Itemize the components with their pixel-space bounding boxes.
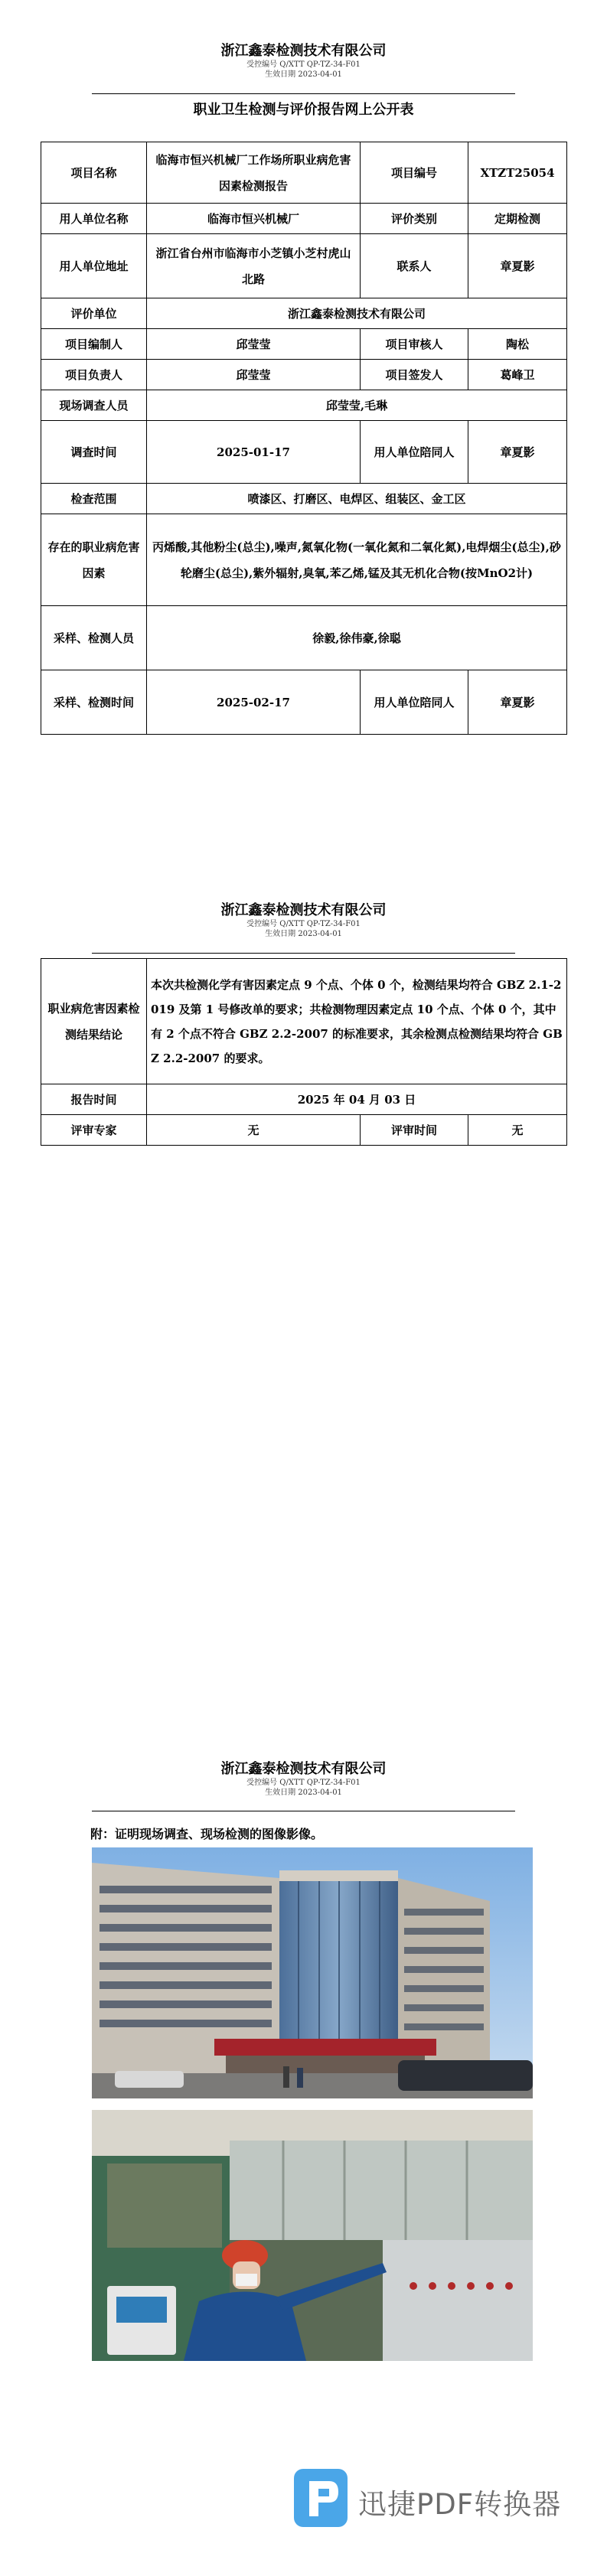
reviewer-value: 陶松 bbox=[468, 329, 567, 360]
address-label: 用人单位地址 bbox=[41, 234, 147, 298]
sampling-escort-value: 章夏影 bbox=[468, 670, 567, 735]
eval-unit-label: 评价单位 bbox=[41, 298, 147, 329]
conclusion-label: 职业病危害因素检测结果结论 bbox=[41, 959, 147, 1084]
disclosure-table bbox=[41, 142, 567, 735]
page2-header bbox=[0, 902, 607, 939]
compiler-label: 项目编制人 bbox=[41, 329, 147, 360]
site-photo-measurement bbox=[92, 2110, 533, 2361]
expert-label: 评审专家 bbox=[41, 1115, 147, 1146]
header-divider bbox=[92, 93, 515, 94]
conclusion-value: 本次共检测化学有害因素定点 9 个点、个体 0 个，检测结果均符合 GBZ 2.1-2019 及第 1 号修改单的要求；共检测物理因素定点 10 个点、个体 0 个，其中有 2 个点不符合 GBZ 2.2-2007 的标准要求，其余检测点检测结果均符合 GBZ 2.2-2007 的要求。 bbox=[147, 959, 567, 1084]
sampling-staff-label: 采样、检测人员 bbox=[41, 606, 147, 670]
survey-escort-label: 用人单位陪同人 bbox=[361, 421, 468, 484]
eval-type-label: 评价类别 bbox=[361, 204, 468, 234]
hazards-label: 存在的职业病危害因素 bbox=[41, 514, 147, 606]
survey-escort-value: 章夏影 bbox=[468, 421, 567, 484]
page1-header bbox=[0, 43, 607, 80]
sampling-staff-value: 徐毅,徐伟豪,徐聪 bbox=[147, 606, 567, 670]
converter-watermark-text: 迅捷PDF转换器 bbox=[358, 2488, 562, 2521]
project-name-label: 项目名称 bbox=[41, 142, 147, 204]
control-number: 受控编号 Q/XTT QP-TZ-34-F01 bbox=[246, 1779, 361, 1787]
project-no-label: 项目编号 bbox=[361, 142, 468, 204]
expert-value: 无 bbox=[147, 1115, 361, 1146]
control-number: 受控编号 Q/XTT QP-TZ-34-F01 bbox=[246, 920, 361, 928]
converter-logo-icon bbox=[291, 2466, 352, 2530]
project-name-value: 临海市恒兴机械厂工作场所职业病危害因素检测报告 bbox=[147, 142, 361, 204]
document-title: 职业卫生检测与评价报告网上公开表 bbox=[193, 102, 414, 118]
compiler-value: 邱莹莹 bbox=[147, 329, 361, 360]
issuer-value: 葛峰卫 bbox=[468, 360, 567, 390]
address-value: 浙江省台州市临海市小芝镇小芝村虎山北路 bbox=[147, 234, 361, 298]
effective-date: 生效日期 2023-04-01 bbox=[265, 70, 342, 79]
eval-unit-value: 浙江鑫泰检测技术有限公司 bbox=[147, 298, 567, 329]
review-time-label: 评审时间 bbox=[361, 1115, 468, 1146]
survey-time-value: 2025-01-17 bbox=[147, 421, 361, 484]
site-investigator-value: 邱莹莹,毛琳 bbox=[147, 390, 567, 421]
eval-type-value: 定期检测 bbox=[468, 204, 567, 234]
contact-label: 联系人 bbox=[361, 234, 468, 298]
control-number: 受控编号 Q/XTT QP-TZ-34-F01 bbox=[246, 60, 361, 69]
hazards-value: 丙烯酸,其他粉尘(总尘),噪声,氮氧化物(一氧化氮和二氧化氮),电焊烟尘(总尘),砂轮磨尘(总尘),紫外辐射,臭氧,苯乙烯,锰及其无机化合物(按MnO2计) bbox=[147, 514, 567, 606]
site-photo-building bbox=[92, 1847, 533, 2098]
company-name: 浙江鑫泰检测技术有限公司 bbox=[220, 902, 387, 918]
sampling-escort-label: 用人单位陪同人 bbox=[361, 670, 468, 735]
reviewer-label: 项目审核人 bbox=[361, 329, 468, 360]
sampling-time-value: 2025-02-17 bbox=[147, 670, 361, 735]
header-divider bbox=[92, 953, 515, 954]
issuer-label: 项目签发人 bbox=[361, 360, 468, 390]
employer-label: 用人单位名称 bbox=[41, 204, 147, 234]
scope-value: 喷漆区、打磨区、电焊区、组装区、金工区 bbox=[147, 484, 567, 514]
employer-value: 临海市恒兴机械厂 bbox=[147, 204, 361, 234]
leader-value: 邱莹莹 bbox=[147, 360, 361, 390]
sampling-time-label: 采样、检测时间 bbox=[41, 670, 147, 735]
converter-watermark bbox=[291, 2466, 566, 2530]
site-investigator-label: 现场调查人员 bbox=[41, 390, 147, 421]
company-name: 浙江鑫泰检测技术有限公司 bbox=[220, 43, 387, 59]
survey-time-label: 调查时间 bbox=[41, 421, 147, 484]
report-time-value: 2025 年 04 月 03 日 bbox=[147, 1084, 567, 1115]
conclusion-table bbox=[41, 958, 567, 1146]
effective-date: 生效日期 2023-04-01 bbox=[265, 1789, 342, 1797]
project-no-value: XTZT25054 bbox=[468, 142, 567, 204]
page3-header bbox=[0, 1761, 607, 1798]
company-name: 浙江鑫泰检测技术有限公司 bbox=[220, 1761, 387, 1777]
scope-label: 检查范围 bbox=[41, 484, 147, 514]
contact-value: 章夏影 bbox=[468, 234, 567, 298]
leader-label: 项目负责人 bbox=[41, 360, 147, 390]
review-time-value: 无 bbox=[468, 1115, 567, 1146]
report-time-label: 报告时间 bbox=[41, 1084, 147, 1115]
effective-date: 生效日期 2023-04-01 bbox=[265, 930, 342, 938]
attachment-title: 附：证明现场调查、现场检测的图像影像。 bbox=[90, 1827, 324, 1841]
